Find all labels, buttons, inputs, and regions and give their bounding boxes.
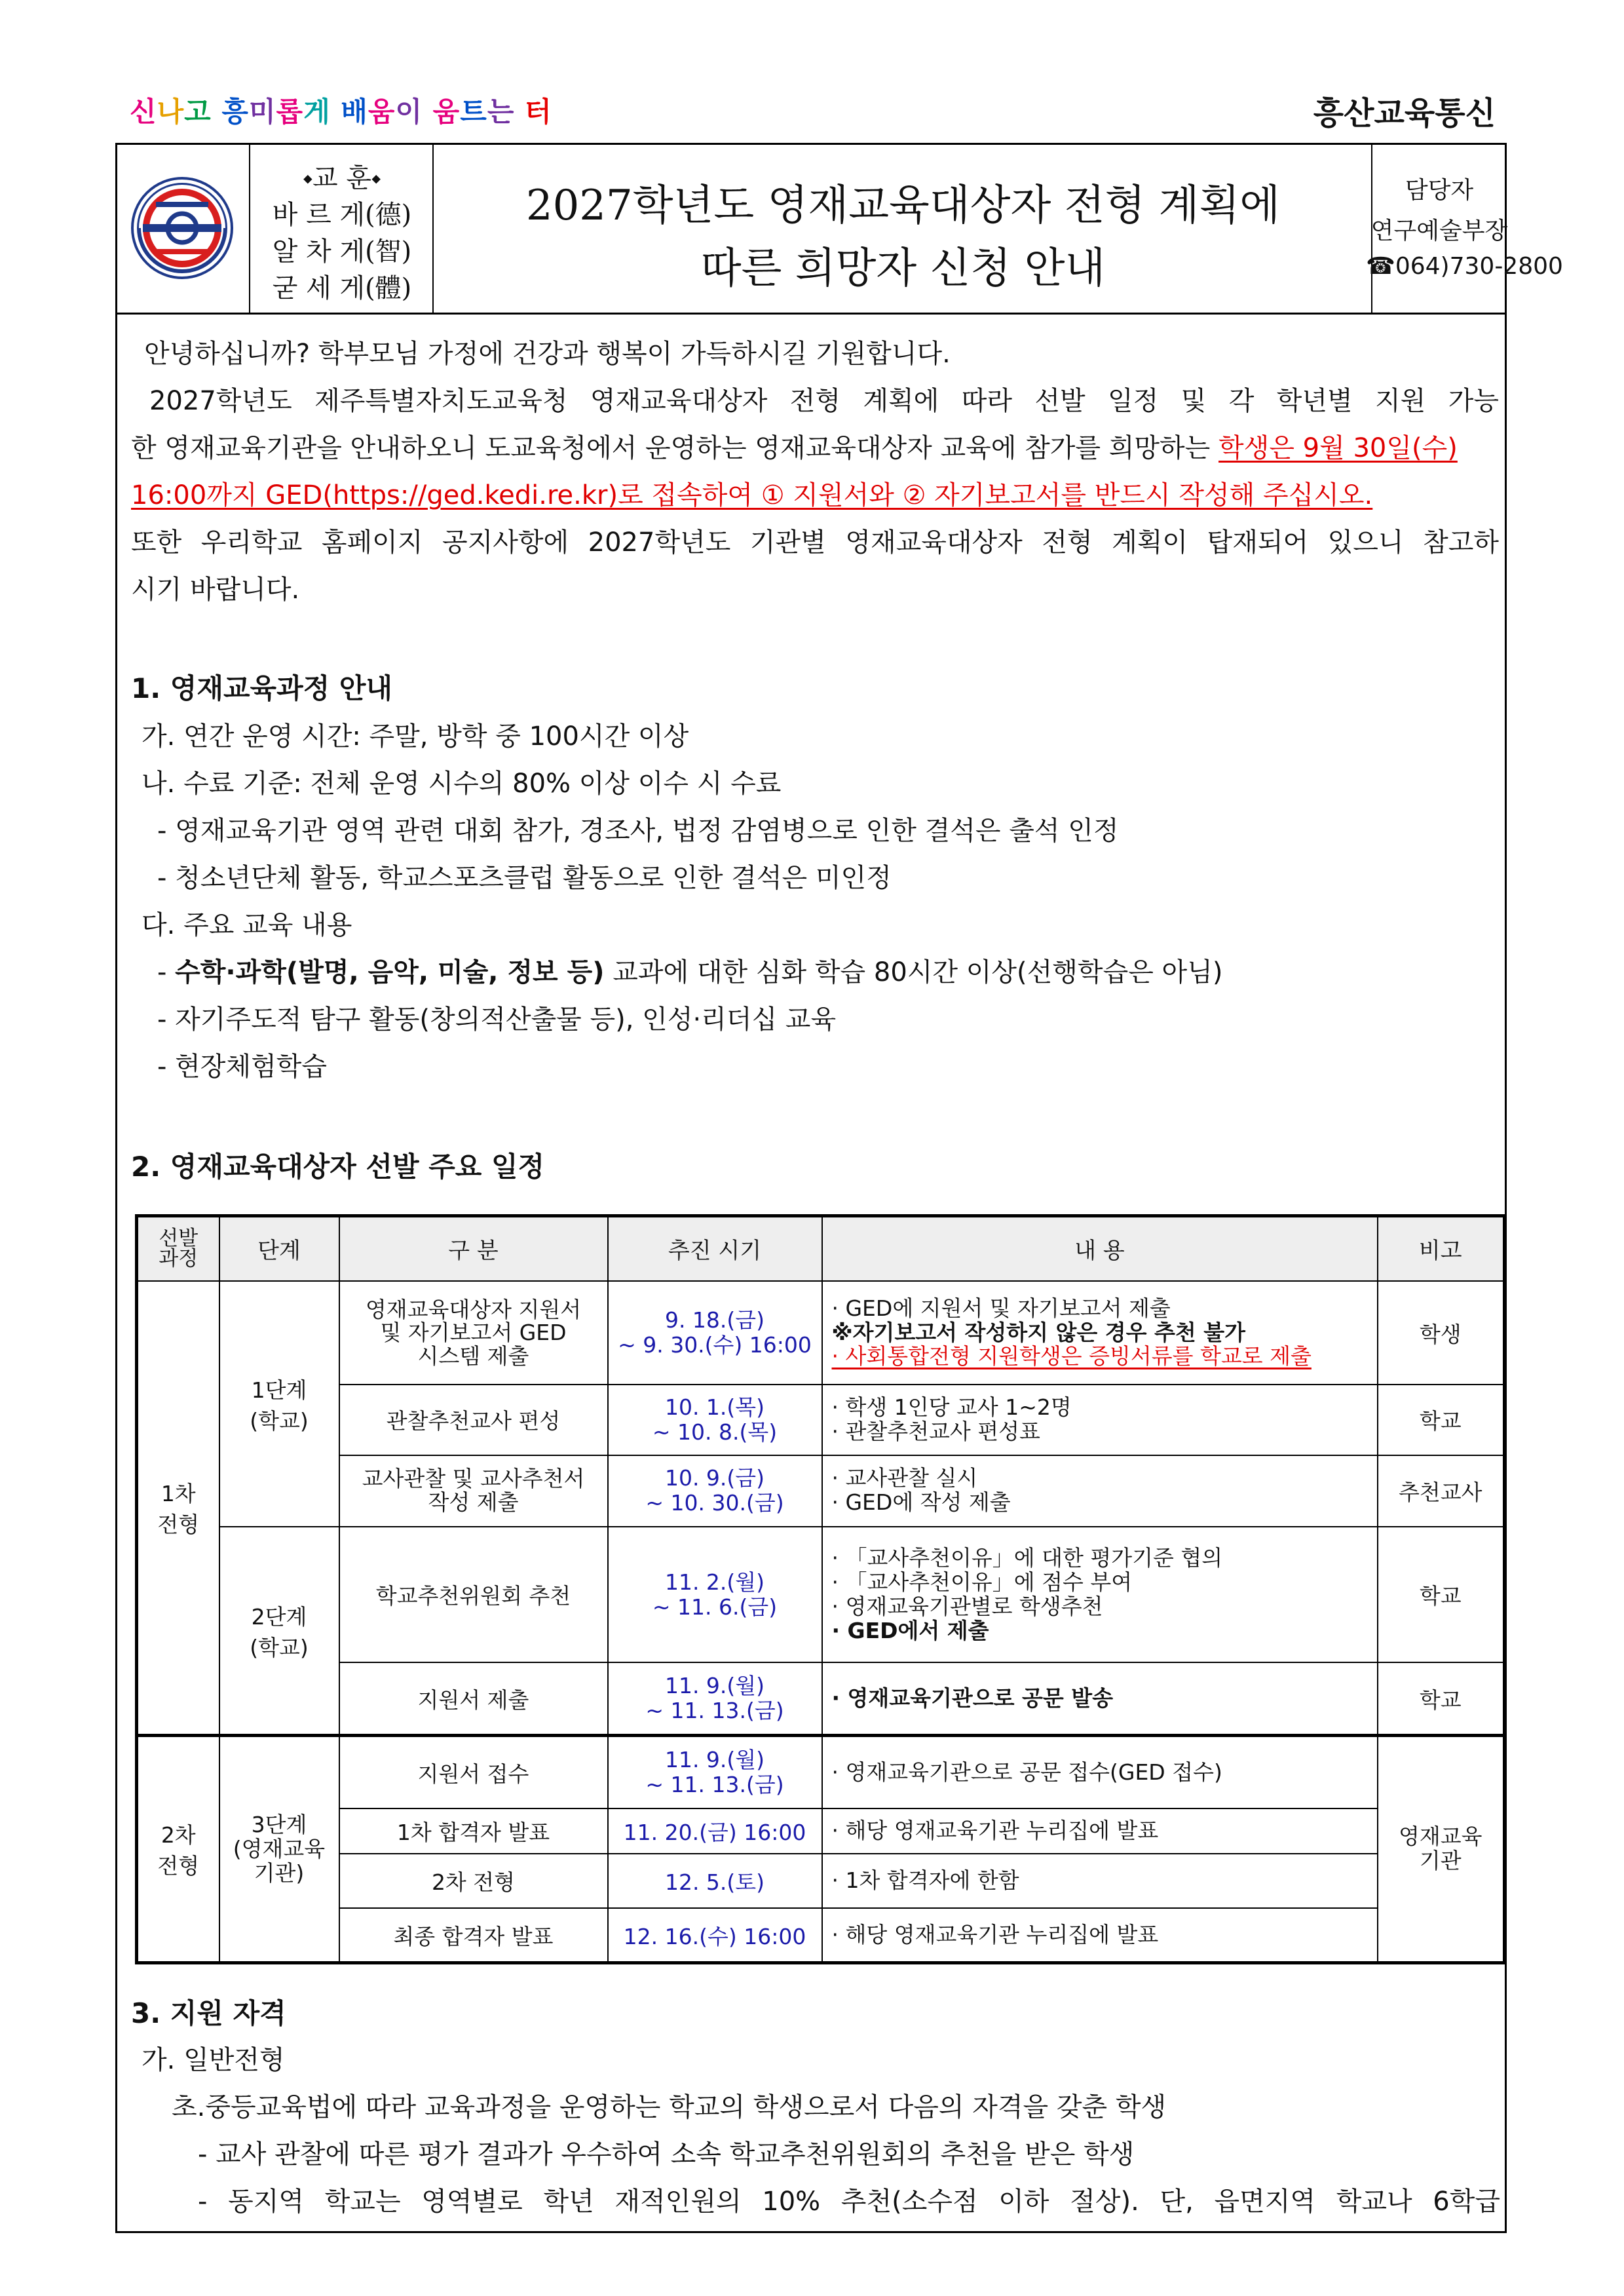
content-bold-line: · GED에서 제출 — [831, 1617, 989, 1643]
contact-cell — [1366, 143, 1563, 313]
item-cell: 2차 전형 — [339, 1854, 608, 1908]
document-title: 따른 희망자 신청 안내 — [700, 244, 1106, 293]
content-cell: · 1차 합격자에 한함 — [822, 1854, 1378, 1908]
table-row — [137, 1662, 1505, 1736]
content-cell — [822, 1527, 1378, 1662]
stage-cell: 2단계 (학교) — [219, 1527, 339, 1735]
header-cell: 선발 과정 — [137, 1216, 219, 1281]
table-row — [137, 1385, 1505, 1455]
document-title: 2027학년도 영재교육대상자 전형 계획에 — [525, 182, 1281, 230]
item-cell: 영재교육대상자 지원서 및 자기보고서 GED 시스템 제출 — [339, 1281, 608, 1385]
note-cell: 영재교육 기관 — [1378, 1736, 1505, 1963]
header-cell: 구 분 — [339, 1216, 608, 1281]
item-cell: 지원서 제출 — [339, 1662, 608, 1736]
item-cell: 교사관찰 및 교사추천서 작성 제출 — [339, 1455, 608, 1527]
motto-char: 는 — [487, 96, 515, 128]
content-cell — [822, 1385, 1378, 1455]
content-cell: · 해당 영재교육기관 누리집에 발표 — [822, 1908, 1378, 1962]
date-cell: 11. 2.(월) ~ 11. 6.(금) — [608, 1527, 822, 1662]
date-cell: 12. 16.(수) 16:00 — [608, 1908, 822, 1962]
motto-line: 굳 세 게(體) — [272, 273, 412, 303]
note-cell: 추천교사 — [1378, 1455, 1505, 1527]
table-row — [137, 1808, 1505, 1854]
header-cell: 비고 — [1378, 1216, 1505, 1281]
motto-char: 신 — [130, 96, 157, 128]
contact-label: 담당자 — [1405, 177, 1474, 204]
note-cell: 학생 — [1378, 1281, 1505, 1385]
motto-char: 흥 — [221, 96, 249, 128]
table-row — [137, 1527, 1505, 1662]
content-line: · GED에 지원서 및 자기보고서 제출 — [831, 1295, 1171, 1321]
table-row — [137, 1908, 1505, 1962]
newsletter-name: 흥산교육통신 — [1313, 95, 1496, 132]
table-row — [137, 1281, 1505, 1385]
content-cell: · 해당 영재교육기관 누리집에 발표 — [822, 1808, 1378, 1854]
motto-char: 움 — [368, 96, 396, 128]
section-subitem — [157, 951, 1222, 989]
header-cell: 단계 — [219, 1216, 339, 1281]
content-line: · 「교사추천이유」에 점수 부여 — [831, 1569, 1133, 1595]
content-line: · 학생 1인당 교사 1~2명 — [831, 1394, 1072, 1420]
school-motto-banner — [130, 90, 552, 130]
motto-char — [212, 96, 222, 128]
section-subitem: - 영재교육기관 영역 관련 대회 참가, 경조사, 법정 감염병으로 인한 결석은 출석 인정 — [157, 816, 1119, 846]
date-cell: 12. 5.(토) — [608, 1854, 822, 1908]
subitem-text: 교과에 대한 심화 학습 80시간 이상(선행학습은 아님) — [604, 957, 1223, 987]
logo-cell — [115, 143, 250, 313]
school-motto-cell — [250, 143, 434, 313]
intro-deadline-highlight: 학생은 9월 30일(수) — [1218, 433, 1458, 463]
stage-cell: 3단계 (영재교육 기관) — [219, 1736, 339, 1963]
content-cell — [822, 1281, 1378, 1385]
date-cell: 10. 9.(금) ~ 10. 30.(금) — [608, 1455, 822, 1527]
intro-text: 시기 바랍니다. — [131, 575, 300, 605]
content-line: · GED에 작성 제출 — [831, 1489, 1011, 1516]
intro-text: 또한 우리학교 홈페이지 공지사항에 2027학년도 기관별 영재교육대상자 전형 계획이 탑재되어 있으니 참고하 — [131, 527, 1499, 558]
table-header-row — [137, 1216, 1505, 1281]
content-cell: · 영재교육기관으로 공문 발송 — [822, 1662, 1378, 1736]
motto-line: 바 르 게(德) — [272, 200, 412, 230]
selection-schedule-table — [135, 1214, 1506, 1964]
content-line: · 영재교육기관별로 학생추천 — [831, 1593, 1103, 1619]
subjects-emphasis: 수학·과학(발명, 음악, 미술, 정보 등) — [175, 957, 605, 987]
motto-char: 게 — [303, 96, 331, 128]
note-cell: 학교 — [1378, 1527, 1505, 1662]
stage-cell: 1단계 (학교) — [219, 1281, 339, 1527]
header-cell: 추진 시기 — [608, 1216, 822, 1281]
motto-char: 나 — [157, 96, 185, 128]
section-heading: 1. 영재교육과정 안내 — [131, 672, 392, 704]
intro-deadline-instruction: 16:00까지 GED(https://ged.kedi.re.kr)로 접속하여 ① 지원서와 ② 자기보고서를 반드시 작성해 주십시오. — [131, 480, 1373, 510]
motto-char: 미 — [248, 96, 276, 128]
school-logo-icon — [130, 176, 235, 280]
motto-char: 고 — [184, 96, 212, 128]
date-cell: 11. 9.(월) ~ 11. 13.(금) — [608, 1662, 822, 1736]
section-subitem: - 현장체험학습 — [157, 1052, 327, 1082]
section-subitem: 초.중등교육법에 따라 교육과정을 운영하는 학교의 학생으로서 다음의 자격을 갖춘 학생 — [172, 2092, 1167, 2122]
item-cell: 지원서 접수 — [339, 1736, 608, 1809]
date-cell: 11. 20.(금) 16:00 — [608, 1808, 822, 1854]
motto-char: 이 — [395, 96, 423, 128]
table-row — [137, 1736, 1505, 1809]
table-row — [137, 1854, 1505, 1908]
section-item: 나. 수료 기준: 전체 운영 시수의 80% 이상 이수 시 수료 — [142, 769, 782, 799]
section-subitem: - 자기주도적 탐구 활동(창의적산출물 등), 인성·리더십 교육 — [157, 1004, 837, 1035]
section-item: 다. 주요 교육 내용 — [142, 910, 352, 940]
content-line: · 「교사추천이유」에 대한 평가기준 협의 — [831, 1544, 1223, 1571]
content-line: · 관찰추천교사 편성표 — [831, 1418, 1040, 1444]
section-heading: 2. 영재교육대상자 선발 주요 일정 — [131, 1151, 545, 1183]
motto-line: 알 차 게(智) — [272, 237, 412, 267]
motto-char: 터 — [525, 96, 552, 128]
item-cell: 학교추천위원회 추천 — [339, 1527, 608, 1662]
content-warning: ※자기보고서 작성하지 않은 경우 추천 불가 — [831, 1319, 1245, 1345]
content-cell — [822, 1455, 1378, 1527]
title-cell — [434, 143, 1372, 313]
item-cell: 최종 합격자 발표 — [339, 1908, 608, 1962]
intro-greeting: 안녕하십니까? 학부모님 가정에 건강과 행복이 가득하시길 기원합니다. — [144, 339, 951, 369]
motto-char: 롭 — [276, 96, 304, 128]
section-item: 가. 일반전형 — [142, 2045, 285, 2075]
motto-char: 움 — [432, 96, 461, 128]
section-subitem: - 동지역 학교는 영역별로 학년 재적인원의 10% 추천(소수점 이하 절상). 단, 읍면지역 학교나 6학급 — [198, 2187, 1500, 2217]
header-row — [115, 143, 1563, 315]
date-cell: 9. 18.(금) ~ 9. 30.(수) 16:00 — [608, 1281, 822, 1385]
note-cell: 학교 — [1378, 1662, 1505, 1736]
item-cell: 관찰추천교사 편성 — [339, 1385, 608, 1455]
dash: - — [157, 957, 176, 987]
motto-title: ⬩교 훈⬩ — [303, 163, 381, 193]
content-line: · 교사관찰 실시 — [831, 1465, 978, 1491]
intro-text: 2027학년도 제주특별자치도교육청 영재교육대상자 전형 계획에 따라 선발 일정 및 각 학년별 지원 가능 — [149, 386, 1499, 416]
contact-phone: ☎064)730-2800 — [1366, 253, 1563, 280]
phase-cell: 1차 전형 — [137, 1281, 219, 1736]
intro-text-plain: 한 영재교육기관을 안내하오니 도교육청에서 운영하는 영재교육대상자 교육에 참가를 희망하는 — [131, 433, 1219, 463]
content-red-note: · 사회통합전형 지원학생은 증빙서류를 학교로 제출 — [831, 1343, 1312, 1369]
section-item: 가. 연간 운영 시간: 주말, 방학 중 100시간 이상 — [142, 721, 689, 752]
motto-char — [423, 96, 433, 128]
table-row — [137, 1455, 1505, 1527]
contact-role: 연구예술부장 — [1370, 218, 1508, 244]
date-cell: 11. 9.(월) ~ 11. 13.(금) — [608, 1736, 822, 1809]
motto-char — [331, 96, 341, 128]
item-cell: 1차 합격자 발표 — [339, 1808, 608, 1854]
header-cell: 내 용 — [822, 1216, 1378, 1281]
motto-char: 배 — [341, 96, 368, 128]
section-subitem: - 교사 관찰에 따른 평가 결과가 우수하여 소속 학교추천위원회의 추천을 받은 학생 — [198, 2139, 1135, 2170]
section-subitem: - 청소년단체 활동, 학교스포츠클럽 활동으로 인한 결석은 미인정 — [157, 863, 892, 893]
intro-text — [131, 427, 1500, 465]
section-heading: 3. 지원 자격 — [131, 1997, 286, 2029]
motto-char: 트 — [460, 96, 487, 128]
note-cell: 학교 — [1378, 1385, 1505, 1455]
motto-char — [514, 96, 525, 128]
phase-cell: 2차 전형 — [137, 1736, 219, 1963]
date-cell: 10. 1.(목) ~ 10. 8.(목) — [608, 1385, 822, 1455]
content-cell: · 영재교육기관으로 공문 접수(GED 접수) — [822, 1736, 1378, 1809]
